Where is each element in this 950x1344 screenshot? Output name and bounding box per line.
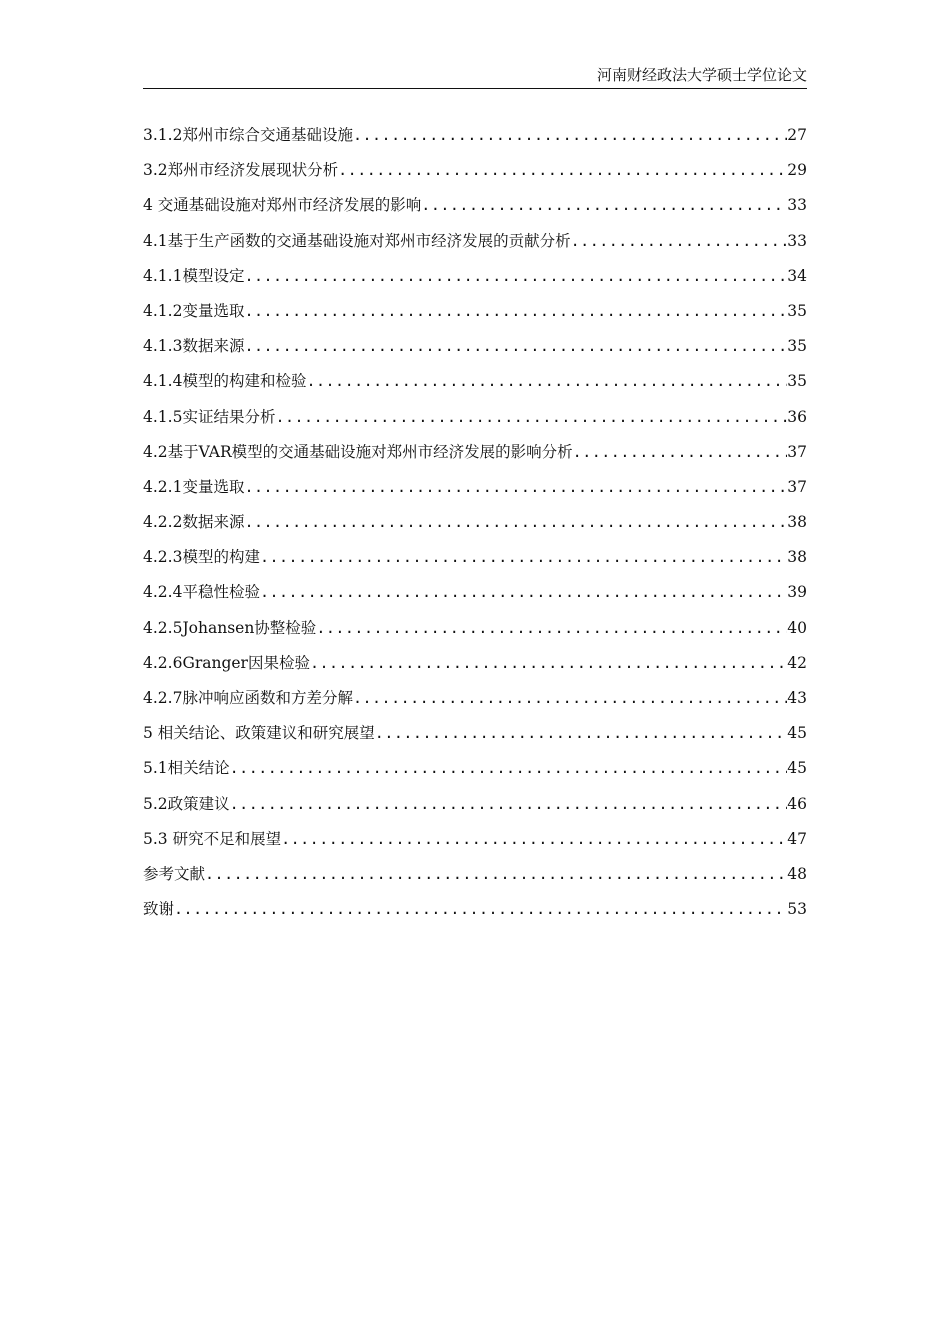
toc-entry-title: 3.2郑州市经济发展现状分析: [143, 161, 339, 180]
toc-entry[interactable]: [143, 118, 807, 153]
toc-dot-leader: [260, 540, 787, 575]
toc-dot-leader: [244, 259, 787, 294]
toc-entry-page: 40: [787, 618, 807, 637]
toc-dot-leader: [230, 751, 788, 786]
toc-dot-leader: [174, 892, 787, 927]
toc-entry[interactable]: [143, 364, 807, 399]
toc-dot-leader: [310, 646, 787, 681]
toc-entry-page: 45: [787, 724, 807, 743]
toc-entry[interactable]: [143, 435, 807, 470]
toc-entry-title: 4.2.4平稳性检验: [143, 583, 260, 602]
toc-entry-page: 53: [787, 900, 807, 919]
toc-dot-leader: [244, 329, 787, 364]
toc-entry[interactable]: [143, 575, 807, 610]
toc-dot-leader: [205, 857, 787, 892]
toc-dot-leader: [275, 400, 787, 435]
toc-entry[interactable]: [143, 329, 807, 364]
toc-dot-leader: [353, 681, 787, 716]
toc-entry-title: 致谢: [143, 900, 175, 919]
toc-dot-leader: [281, 822, 787, 857]
toc-entry-page: 48: [787, 864, 807, 883]
toc-entry[interactable]: [143, 646, 807, 681]
toc-entry-page: 43: [787, 689, 807, 707]
running-header: 河南财经政法大学硕士学位论文: [596, 66, 807, 84]
toc-dot-leader: [338, 153, 787, 188]
toc-entry-page: 39: [787, 583, 807, 602]
toc-entry-page: 36: [787, 407, 807, 426]
toc-entry-page: 37: [787, 477, 807, 496]
toc-entry-title: 5.2政策建议: [143, 794, 230, 813]
toc-entry-page: 35: [787, 337, 807, 356]
toc-entry-title: 4.2.7脉冲响应函数和方差分解: [143, 689, 353, 707]
toc-entry-page: 27: [787, 126, 807, 144]
toc-entry-page: 42: [787, 653, 807, 672]
toc-entry[interactable]: [143, 540, 807, 575]
toc-entry-page: 34: [787, 266, 807, 285]
toc-entry[interactable]: [143, 294, 807, 329]
toc-entry-title: 4.1.4模型的构建和检验: [143, 372, 307, 391]
toc-entry-title: 4.1.2变量选取: [143, 301, 245, 320]
toc-entry-title: 5 相关结论、政策建议和研究展望: [143, 724, 375, 743]
toc-entry-title: 4.1基于生产函数的交通基础设施对郑州市经济发展的贡献分析: [143, 231, 571, 250]
toc-entry-title: 4.1.1模型设定: [143, 266, 245, 285]
toc-entry-title: 4.2.1变量选取: [143, 477, 245, 496]
toc-entry[interactable]: [143, 470, 807, 505]
toc-entry-title: 5.3 研究不足和展望: [143, 829, 282, 848]
toc-entry-title: 4.2基于VAR模型的交通基础设施对郑州市经济发展的影响分析: [143, 442, 573, 461]
toc-entry[interactable]: [143, 188, 807, 223]
toc-entry[interactable]: [143, 259, 807, 294]
toc-entry-title: 参考文献: [143, 864, 206, 883]
toc-entry-title: 4.1.3数据来源: [143, 337, 245, 356]
toc-dot-leader: [260, 575, 787, 610]
toc-dot-leader: [573, 435, 788, 470]
toc-entry[interactable]: [143, 787, 807, 822]
toc-entry-title: 4.2.5Johansen协整检验: [143, 618, 317, 637]
toc-dot-leader: [375, 716, 787, 751]
toc-entry-title: 4.2.6Granger因果检验: [143, 653, 310, 672]
table-of-contents: [143, 118, 807, 927]
toc-dot-leader: [244, 470, 787, 505]
toc-entry-title: 4.1.5实证结果分析: [143, 407, 276, 426]
toc-dot-leader: [244, 294, 787, 329]
toc-entry-title: 4.2.3模型的构建: [143, 548, 260, 567]
toc-entry-page: 29: [787, 161, 807, 180]
toc-entry[interactable]: [143, 751, 807, 786]
toc-entry-page: 45: [787, 759, 807, 778]
toc-entry-page: 46: [787, 794, 807, 813]
toc-entry-page: 47: [787, 829, 807, 848]
toc-dot-leader: [230, 787, 788, 822]
toc-entry-page: 38: [787, 513, 807, 532]
toc-entry-title: 3.1.2郑州市综合交通基础设施: [143, 126, 353, 144]
toc-dot-leader: [353, 118, 787, 153]
toc-dot-leader: [306, 364, 787, 399]
toc-entry-page: 33: [787, 196, 807, 215]
toc-entry[interactable]: [143, 505, 807, 540]
header-rule: [143, 88, 807, 89]
toc-entry-page: 35: [787, 372, 807, 391]
toc-entry-page: 33: [787, 231, 807, 250]
toc-entry[interactable]: [143, 892, 807, 927]
toc-entry-page: 37: [787, 442, 807, 461]
toc-entry[interactable]: [143, 681, 807, 716]
toc-entry[interactable]: [143, 153, 807, 188]
toc-entry-title: 5.1相关结论: [143, 759, 230, 778]
toc-entry-title: 4 交通基础设施对郑州市经济发展的影响: [143, 196, 422, 215]
toc-entry-page: 38: [787, 548, 807, 567]
toc-entry[interactable]: [143, 716, 807, 751]
toc-entry[interactable]: [143, 611, 807, 646]
toc-dot-leader: [316, 611, 787, 646]
toc-entry[interactable]: [143, 822, 807, 857]
toc-dot-leader: [571, 224, 788, 259]
toc-dot-leader: [421, 188, 787, 223]
toc-entry-title: 4.2.2数据来源: [143, 513, 245, 532]
toc-entry-page: 35: [787, 301, 807, 320]
toc-entry[interactable]: [143, 857, 807, 892]
toc-entry[interactable]: [143, 224, 807, 259]
toc-entry[interactable]: [143, 400, 807, 435]
toc-dot-leader: [244, 505, 787, 540]
